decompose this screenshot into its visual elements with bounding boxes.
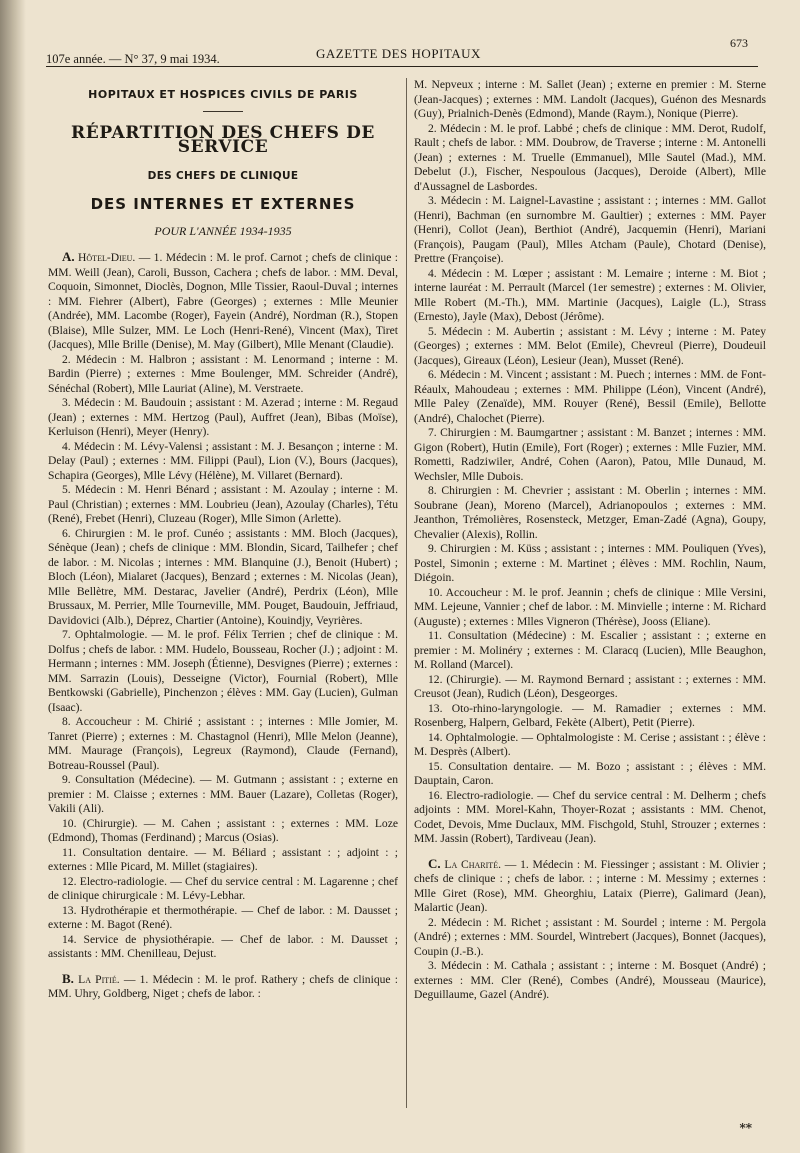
page-header bbox=[46, 36, 758, 68]
hospital-name: La Charité. bbox=[444, 857, 501, 871]
article-title: RÉPARTITION DES CHEFS DE SERVICE bbox=[71, 122, 375, 157]
service-paragraph: 14. Service de physiothérapie. — Chef de labor. : M. Dausset ; assistants : MM. Chenilleau, Dejust. bbox=[48, 932, 398, 960]
paragraph-text: — 1. Médecin : M. Fiessinger ; assistant : M. Olivier ; chefs de clinique : ; chefs de labor. : ; interne : M. Messimy ; externes : Mlle Giret (Rose), MM. Gheorghiu, Lataix (Pierre), Galimard (Jean), Malartic (Jean). bbox=[414, 857, 766, 914]
service-paragraph: M. Nepveux ; interne : M. Sallet (Jean) ; externe en premier : M. Sterne (Jean-Jacques) ; externes : MM. Landolt (Jacques), Guénon des Mesnards (Guy), Prialnich-Denès (Edmond), Mande (Raym.), Nonique (Pierre). bbox=[414, 78, 766, 120]
service-paragraph: 12. Electro-radiologie. — Chef du service central : M. Lagarenne ; chef de clinique chirurgicale : M. Lévy-Lebhar. bbox=[48, 874, 398, 902]
service-paragraph: 13. Oto-rhino-laryngologie. — M. Ramadier ; externes : MM. Rosenberg, Halpern, Gelbard, Fekète (Albert), Petit (Pierre). bbox=[414, 701, 766, 729]
column-divider bbox=[406, 78, 407, 1108]
footer-mark: ** bbox=[739, 1121, 752, 1135]
service-paragraph: 10. Accoucheur : M. le prof. Jeannin ; chefs de clinique : Mlle Versini, MM. Lejeune, Vannier ; chef de labor. : M. Minvielle ; interne : M. Richard (Auguste) ; externes : Mlles Vigneron (Thérèse), Jooss (Eliane). bbox=[414, 585, 766, 628]
service-paragraph: 5. Médecin : M. Henri Bénard ; assistant : M. Azoulay ; interne : M. Paul (Christian) ; externes : MM. Loubrieu (Jean), Azoulay (Charles), Tétu (René), Frebet (Henri), Cluzeau (Roger), Mlle Simon (Arlette). bbox=[48, 483, 398, 525]
hospital-name: Hôtel-Dieu. bbox=[78, 251, 136, 264]
section-b-paragraph bbox=[48, 972, 398, 1002]
service-paragraph: 9. Consultation (Médecine). — M. Gutmann ; assistant : ; externe en premier : M. Claisse ; externes : MM. Bauer (Lazare), Colletas (Roger), Vakili (Ali). bbox=[48, 773, 398, 815]
service-paragraph: 3. Médecin : M. Cathala ; assistant : ; interne : M. Bosquet (André) ; externes : MM. Cler (René), Combes (André), Mousseau (Maurice), Deguillaume, Gazel (André). bbox=[414, 959, 766, 1001]
service-paragraph: 2. Médecin : M. Halbron ; assistant : M. Lenormand ; interne : M. Bardin (Pierre) ; externes : Mme Boulenger, MM. Schreider (André), Sénéchal (Robert), Mlle Lauriat (Aline), M. Verstraete. bbox=[48, 352, 398, 395]
service-paragraph: 7. Ophtalmologie. — M. le prof. Félix Terrien ; chef de clinique : M. Dolfus ; chefs de labor. : MM. Hudelo, Bousseau, Rocher (J.) ; adjoint : M. Hermann ; internes : MM. Joseph (Étienne), Desvignes (Pierre) ; externes : MM. Sarrazin (Louis), Desseigne (Victor), Fournial (Robert), Mlle Bentkowski (Gabrielle), Pinchenzon ; élèves : MM. Gay (Lucien), Gulman (Isaac). bbox=[48, 628, 398, 714]
service-paragraph: 11. Consultation (Médecine) : M. Escalier ; assistant : ; externe en premier : M. Molinéry ; externes : M. Claracq (Lucien), Mlle Beaughon, M. Rolland (Marcel). bbox=[414, 629, 766, 671]
issue-line: 107e année. — N° 37, 9 mai 1934. bbox=[46, 52, 220, 66]
service-paragraph: 8. Chirurgien : M. Chevrier ; assistant : M. Oberlin ; internes : MM. Soubrane (Jean), Moreno (Marcel), Adrianopoulos ; externes : MM. Jeanthon, Trémolières, Rosensteck, Metzger, Eman-Zadé (Agna), Goupy, Chevalier (Alexis), Rollin. bbox=[414, 484, 766, 541]
paragraph-text: — 1. Médecin : M. le prof. Rathery ; chefs de clinique : MM. Uhry, Goldberg, Niget ; chefs de labor. : bbox=[48, 972, 398, 1000]
service-paragraph: 10. (Chirurgie). — M. Cahen ; assistant : ; externes : MM. Loze (Edmond), Thomas (Ferdinand) ; Marcus (Osias). bbox=[48, 816, 398, 844]
service-paragraph: 11. Consultation dentaire. — M. Béliard ; assistant : ; adjoint : ; externes : Mlle Picard, M. Millet (stagiaires). bbox=[48, 845, 398, 873]
service-paragraph: 8. Accoucheur : M. Chirié ; assistant : ; internes : Mlle Jomier, M. Tanret (Pierre) ; externes : M. Chastagnol (Henri), Mlle Melon (Jeanne), MM. Maurage (François), Legreux (Raymond), Claude (Fernand), Botreau-Roussel (Paul). bbox=[48, 715, 398, 772]
service-paragraph: 6. Médecin : M. Vincent ; assistant : M. Puech ; internes : MM. de Font-Réaulx, Mahoudeau ; externes : MM. Philippe (Léon), Vincent (André), Mlle Paley (Zenaïde), MM. Rouyer (René), Bessil (Emile), Bellotte (André), Chalochet (Pierre). bbox=[414, 368, 766, 425]
section-letter: A. bbox=[62, 249, 75, 264]
left-column bbox=[48, 78, 398, 1002]
service-paragraph: 4. Médecin : M. Lœper ; assistant : M. Lemaire ; interne : M. Biot ; interne lauréat : M. Perrault (Marcel (1er semestre) ; externes : M. Olivier, Mlle Robert (M.-Th.), MM. Martinie (Jacques), Laigle (L.), Strass (Ernesto), Jayle (Max), Debost (Jérôme). bbox=[414, 266, 766, 323]
service-paragraph: 13. Hydrothérapie et thermothérapie. — Chef de labor. : M. Dausset ; externe : M. Bagot (René). bbox=[48, 903, 398, 931]
section-letter: C. bbox=[428, 855, 441, 871]
service-paragraph: 3. Médecin : M. Baudouin ; assistant : M. Azerad ; interne : M. Regaud (Jean) ; externes : MM. Hertzog (Paul), Auffret (Jean), Bibas (Moïse), Kerluison (Henri), Meyer (Henry). bbox=[48, 396, 398, 438]
section-letter: B. bbox=[62, 970, 74, 986]
service-paragraph: 2. Médecin : M. le prof. Labbé ; chefs de clinique : MM. Derot, Rudolf, Rault ; chefs de labor. : MM. Doubrow, de Traverse ; interne : M. Antonelli (Jean) ; externes : M. Truelle (Emmanuel), Mlle Sautel (Mad.), MM. Debelut (J.), Fischer, Nespoulous (Jacques), Deroide (Albert), Mlle d'Aussagnel de Lasbordes. bbox=[414, 121, 766, 193]
page-binding-edge bbox=[0, 0, 26, 1153]
service-paragraph: 3. Médecin : M. Laignel-Lavastine ; assistant : ; internes : MM. Gallot (Henri), Bachman (en surnombre M. Gaultier) ; externes : MM. Payer (Henri), Collot (Jean), Berthiot (André), Jacquemin (Henri), Mariani (François), Paugam (Paul), Mlles Atcham (Paule), Chotard (Denise), Prettre (Françoise). bbox=[414, 194, 766, 265]
article-subtitle-2: DES INTERNES ET EXTERNES bbox=[90, 195, 356, 213]
service-paragraph: 16. Electro-radiologie. — Chef du service central : M. Delherm ; chefs adjoints : MM. Morel-Kahn, Thoyer-Rozat ; assistants : MM. Chenot, Codet, Devois, Mme Duclaux, MM. Fischgold, Stuhl, Strouzer ; externes : MM. Jassin (Robert), Tardiveau (Jean). bbox=[414, 788, 766, 845]
section-a-paragraph bbox=[48, 250, 398, 353]
header-rule bbox=[46, 66, 758, 67]
section-heading: HOPITAUX ET HOSPICES CIVILS DE PARIS bbox=[88, 88, 358, 101]
journal-title: GAZETTE DES HOPITAUX bbox=[316, 46, 481, 61]
service-paragraph: 4. Médecin : M. Lévy-Valensi ; assistant : M. J. Besançon ; interne : M. Delay (Paul) ; externes : MM. Filippi (Paul), Lion (V.), Bours (Jacques), Schapira (Georges), Mlle Lévy (Hélène), M. Villaret (Bernard). bbox=[48, 439, 398, 482]
article-year: POUR L'ANNÉE 1934-1935 bbox=[154, 223, 292, 238]
page-number: 673 bbox=[730, 36, 748, 50]
section-c-paragraph bbox=[414, 857, 766, 916]
service-paragraph: 7. Chirurgien : M. Baumgartner ; assistant : M. Banzet ; internes : MM. Gigon (Robert), Hutin (Emile), Fort (Roger) ; externes : Mlle Fuzier, MM. Rometti, Radziwiler, André, Cohen (Aaron), Patou, Mlle Dunaud, M. Wechsler, Mlle Dubois. bbox=[414, 426, 766, 483]
service-paragraph: 2. Médecin : M. Richet ; assistant : M. Sourdel ; interne : M. Pergola (André) ; externes : MM. Sourdel, Wintrebert (Jacques), Bonnet (Jacques), Coupin (J.-B.). bbox=[414, 915, 766, 958]
service-paragraph: 14. Ophtalmologie. — Ophtalmologiste : M. Cerise ; assistant : ; élève : M. Desprès (Albert). bbox=[414, 730, 766, 758]
hospital-name: La Pitié. bbox=[78, 972, 120, 986]
article-subtitle-1: DES CHEFS DE CLINIQUE bbox=[147, 169, 299, 182]
service-paragraph: 15. Consultation dentaire. — M. Bozo ; assistant : ; élèves : MM. Dauptain, Caron. bbox=[414, 759, 766, 787]
service-paragraph: 5. Médecin : M. Aubertin ; assistant : M. Lévy ; interne : M. Patey (Georges) ; externes : MM. Belot (Emile), Chevreul (Pierre), Doudeuil (Jacques), Gireaux (Léon), Lesieur (Jean), Musset (René). bbox=[414, 324, 766, 367]
right-column bbox=[414, 78, 766, 1003]
paragraph-text: — 1. Médecin : M. le prof. Carnot ; chefs de clinique : MM. Weill (Jean), Caroli, Busson, Cachera ; chefs de labor. : MM. Deval, Coquoin, Simonnet, Dioclès, Dognon, Mlle Tissier, Raoul-Duval ; internes : MM. Fiehrer (Albert), Fabre (Georges) ; externes : Mlle Meunier (Andrée), MM. Lacombe (Roger), Fayein (André), Nordman (R.), Stopen (Blaise), Mlle Sulzer, MM. Le Loch (Henri-René), Vincent (Max), Tiret (Jacques), Mlle Brille (Denise), M. May (Gilbert), Mlle Menant (Claudie). bbox=[48, 251, 398, 351]
heading-rule bbox=[203, 111, 243, 112]
service-paragraph: 6. Chirurgien : M. le prof. Cunéo ; assistants : MM. Bloch (Jacques), Sénèque (Jean) ; chefs de clinique : MM. Blondin, Sicard, Tailhefer ; chef de labor. : M. Nicolas ; internes : MM. Blanquine (J.), Benoit (Hubert) ; Bloch (Léon), Mialaret (Jacques), Benzard ; externes : M. Nicolas (Jean), Mlle Bellètre, MM. Destarac, Javelier (André), Perdrix (Léon), Mlle Brussaux, M. Perrier, Mlle Tourneville, MM. Pouget, Baudouin, Jeffriaud, Davidovici (Alb.), Déprez, Chartier (Antoine), Kouindjy, Veyrières. bbox=[48, 526, 398, 627]
service-paragraph: 12. (Chirurgie). — M. Raymond Bernard ; assistant : ; externes : MM. Creusot (Jean), Rudich (Léon), Desgeorges. bbox=[414, 672, 766, 700]
service-paragraph: 9. Chirurgien : M. Küss ; assistant : ; internes : MM. Pouliquen (Yves), Postel, Simonin ; externe : M. Martinet ; élèves : MM. Rochlin, Naum, Diégoin. bbox=[414, 542, 766, 584]
